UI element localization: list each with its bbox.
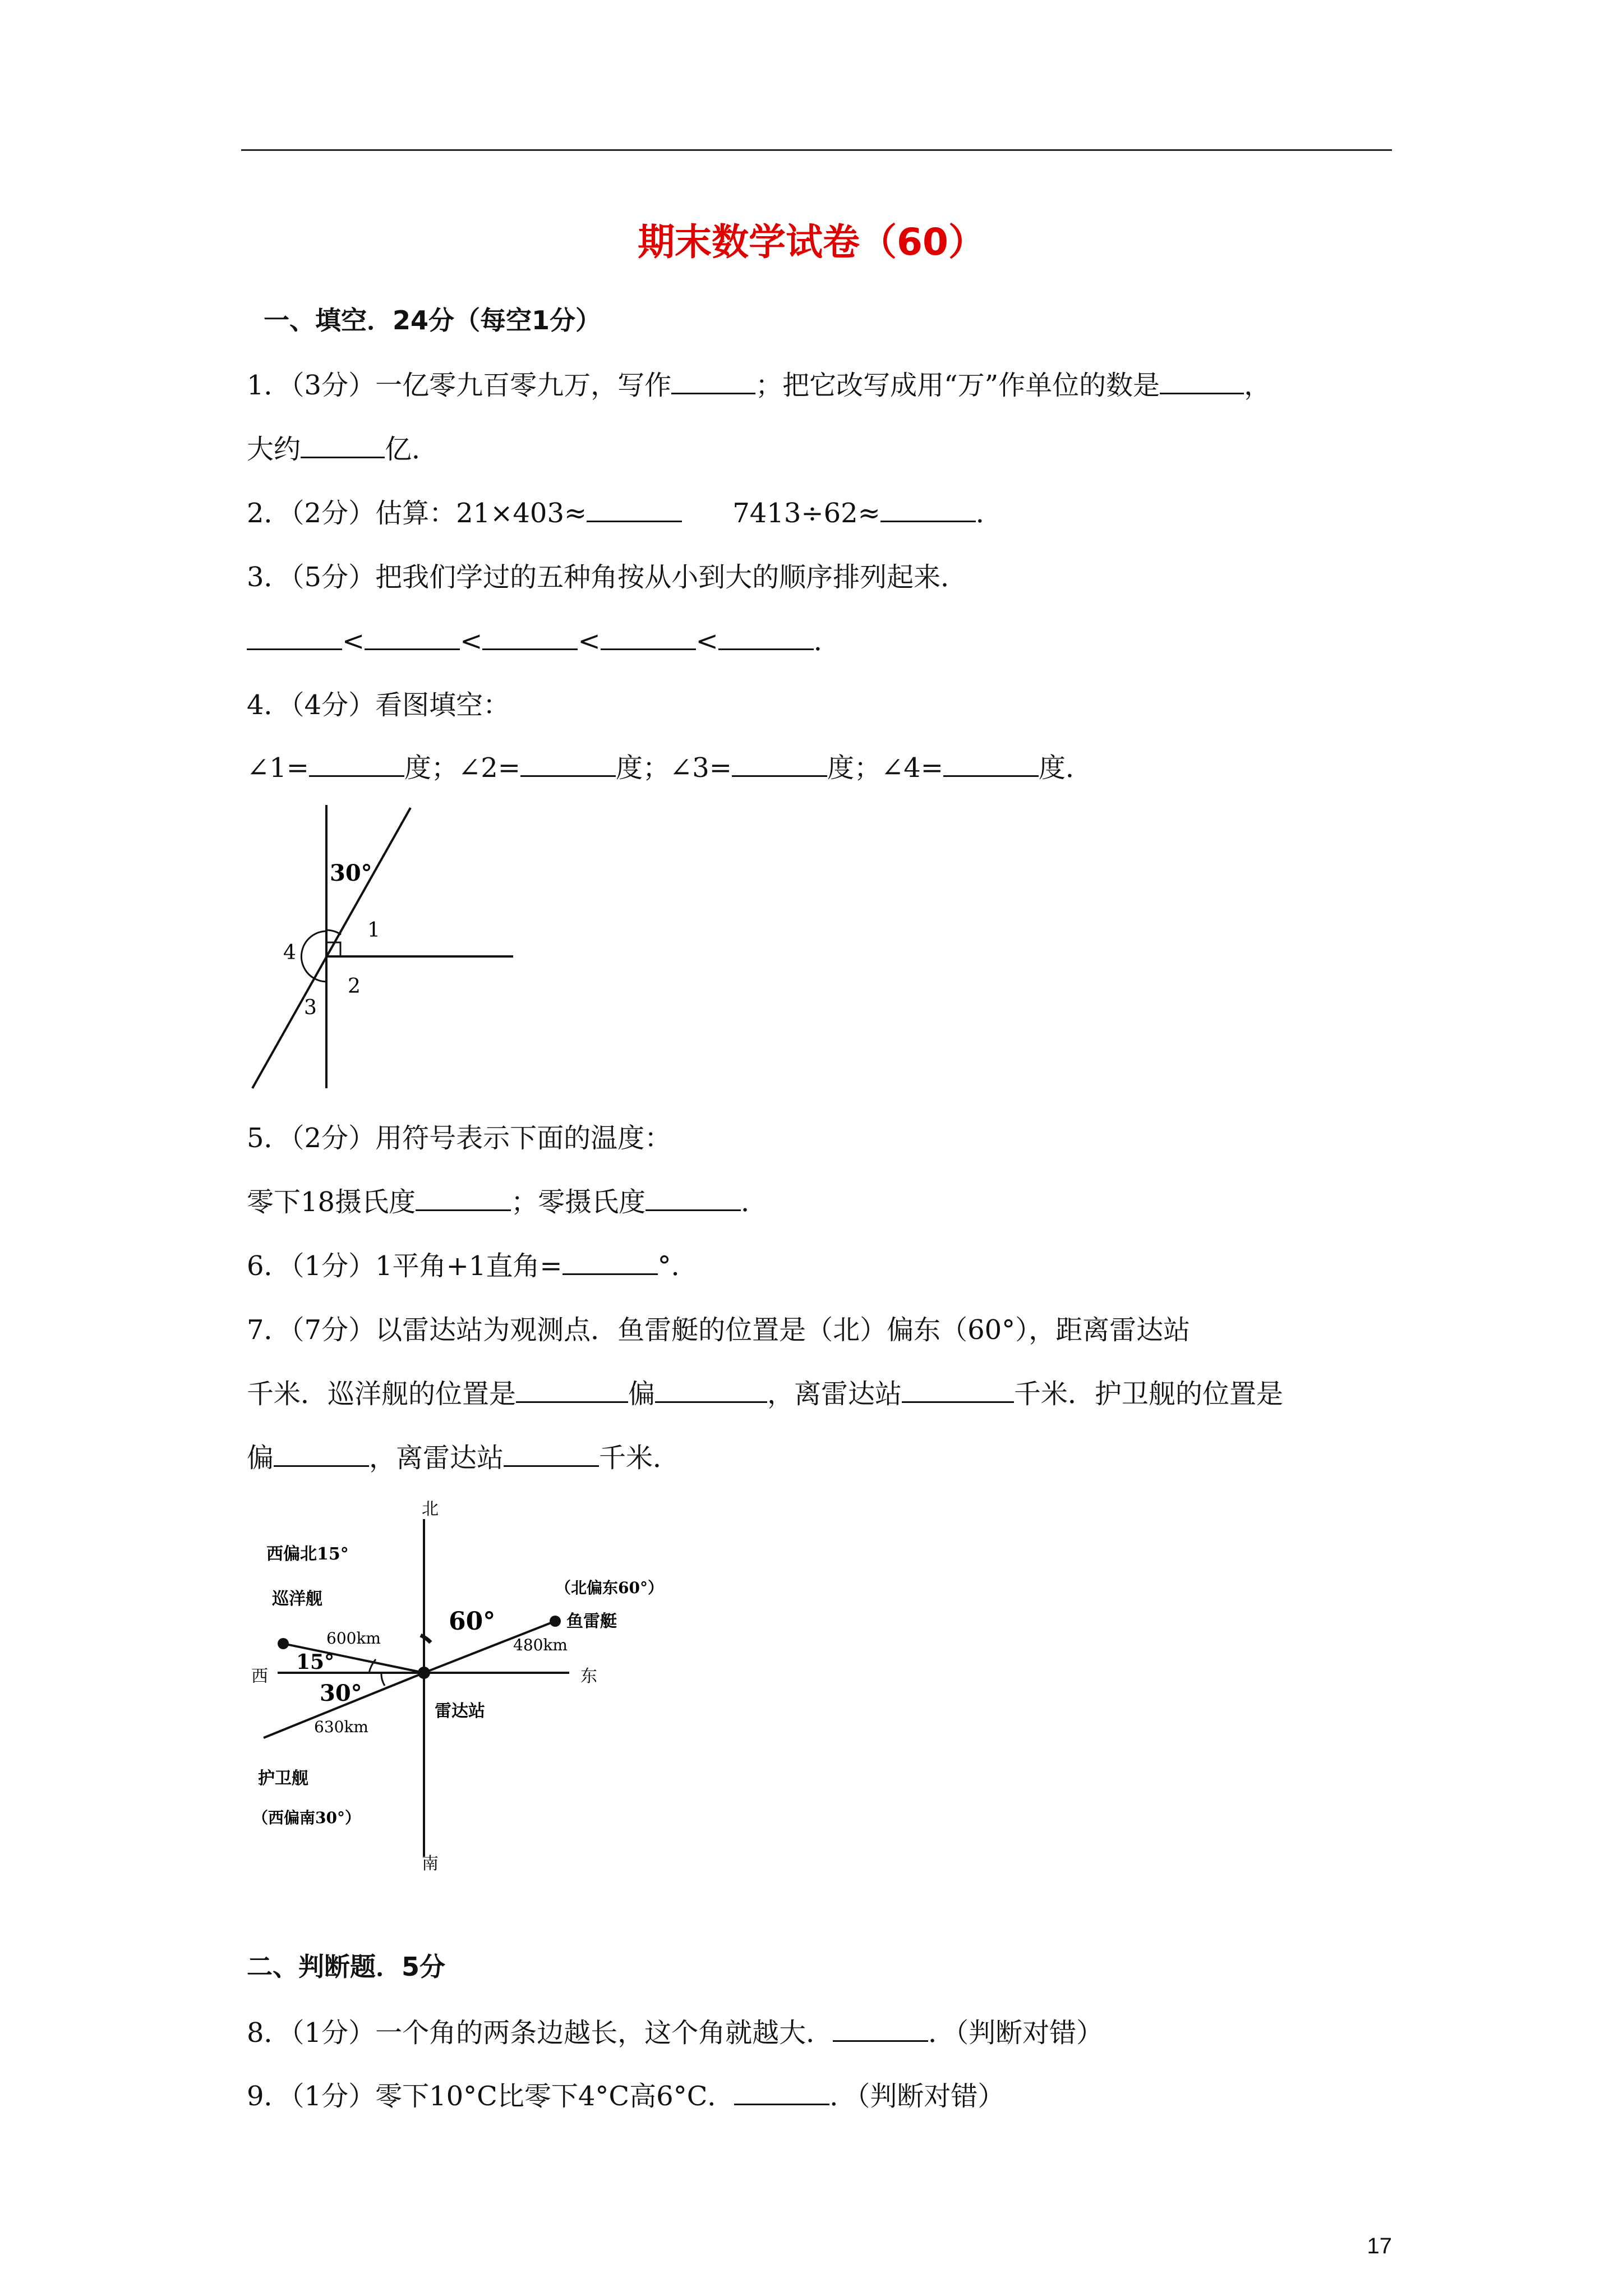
- q5-text-c: ；零摄氏度: [511, 1186, 646, 1218]
- question-9: [247, 2074, 1004, 2113]
- angle-1-label: ∠1=: [247, 752, 309, 784]
- angle-4-arc: [301, 931, 326, 978]
- question-5: 5．（2分）用符号表示下面的温度：: [247, 1122, 672, 1154]
- answer-blank[interactable]: [301, 432, 385, 458]
- q1-text-a: 1．（3分）一亿零九百零九万，写作: [247, 370, 672, 401]
- frigate-label: 护卫舰: [258, 1769, 308, 1788]
- angle-3-number: 3: [304, 996, 317, 1019]
- question-3-blanks: [247, 619, 841, 658]
- q7-text-d: ，离雷达站: [767, 1378, 902, 1410]
- q7-text-c: 偏: [628, 1378, 656, 1410]
- cruiser-distance-label: 600km: [326, 1629, 381, 1648]
- west-label: 西: [251, 1667, 268, 1686]
- header-rule: [241, 149, 1392, 151]
- deg-end: 度．: [1038, 752, 1092, 784]
- answer-blank[interactable]: [504, 1441, 599, 1467]
- angle-1-arc: [326, 930, 341, 935]
- angle-60-arrow: [421, 1635, 431, 1642]
- less-than: <: [578, 625, 601, 657]
- q1-text-c: ，: [1244, 370, 1271, 401]
- q7-text-h: 千米．: [599, 1442, 680, 1474]
- answer-blank[interactable]: [1160, 369, 1244, 394]
- q8-text-a: 8．（1分）一个角的两条边越长，这个角就越大．: [247, 2017, 833, 2049]
- angle-4-label: ∠4=: [881, 752, 943, 784]
- page-number: 17: [1367, 2234, 1392, 2258]
- torpedo-direction-label: （北偏东60°）: [555, 1579, 663, 1597]
- radar-station-dot: [418, 1667, 430, 1679]
- angle-2-label: ∠2=: [458, 752, 520, 784]
- torpedo-label: 鱼雷艇: [566, 1612, 617, 1631]
- less-than: <: [342, 625, 365, 657]
- answer-blank[interactable]: [718, 624, 814, 650]
- cruiser-label: 巡洋舰: [272, 1589, 322, 1609]
- deg-text: 度；: [615, 752, 670, 784]
- answer-blank[interactable]: [601, 624, 696, 650]
- q1-text-b: ；把它改写成用“万”作单位的数是: [755, 370, 1160, 401]
- answer-blank[interactable]: [247, 624, 342, 650]
- cruiser-dot: [278, 1638, 289, 1649]
- torpedo-boat-dot: [550, 1616, 561, 1627]
- answer-blank[interactable]: [943, 751, 1039, 777]
- q8-text-b: ．（判断对错）: [928, 2017, 1104, 2049]
- answer-blank[interactable]: [416, 1185, 511, 1211]
- north-label: 北: [422, 1499, 439, 1519]
- answer-blank[interactable]: [645, 1185, 741, 1211]
- section-2-heading: 二、判断题．5分: [247, 1952, 446, 1982]
- answer-blank[interactable]: [309, 751, 404, 777]
- question-4-blanks: [247, 746, 1092, 785]
- q5-text-d: ．: [741, 1186, 768, 1218]
- radar-figure: [241, 1492, 718, 1874]
- question-1-line-2: [247, 427, 439, 466]
- q9-text-b: ．（判断对错）: [829, 2081, 1005, 2112]
- frigate-direction-label: （西偏南30°）: [252, 1809, 361, 1827]
- question-7-line-3: [247, 1436, 680, 1475]
- answer-blank[interactable]: [365, 624, 460, 650]
- q7-text-e: 千米．护卫舰的位置是: [1014, 1378, 1284, 1410]
- q9-text-a: 9．（1分）零下10°C比零下4°C高6°C．: [247, 2081, 735, 2112]
- angle-3-label: ∠3=: [670, 752, 732, 784]
- question-5-blanks: [247, 1180, 768, 1219]
- question-3: 3．（5分）把我们学过的五种角按从小到大的顺序排列起来．: [247, 562, 968, 593]
- frigate-distance-label: 630km: [314, 1718, 368, 1736]
- answer-blank[interactable]: [671, 369, 755, 394]
- answer-blank[interactable]: [880, 496, 976, 522]
- angle-30-label: 30°: [330, 860, 372, 886]
- slanted-line: [252, 808, 411, 1088]
- answer-blank[interactable]: [655, 1377, 767, 1403]
- angle-2-number: 2: [348, 975, 361, 998]
- station-label: 雷达站: [435, 1701, 485, 1721]
- q1-text-e: 亿．: [385, 434, 439, 465]
- answer-blank[interactable]: [274, 1441, 369, 1467]
- question-1-line-1: [247, 364, 1391, 402]
- east-label: 东: [580, 1667, 597, 1686]
- south-label: 南: [422, 1854, 439, 1874]
- answer-blank[interactable]: [562, 1249, 658, 1275]
- question-2: [247, 491, 1003, 530]
- answer-blank[interactable]: [902, 1377, 1014, 1403]
- q2-text-c: ．: [975, 498, 1003, 529]
- angle-figure: [241, 802, 533, 1094]
- deg-text: 度；: [827, 752, 881, 784]
- less-than: <: [460, 625, 483, 657]
- q3-end: ．: [813, 625, 841, 657]
- answer-blank[interactable]: [732, 751, 827, 777]
- less-than: <: [695, 625, 718, 657]
- angle-60-label: 60°: [449, 1607, 496, 1636]
- question-7-line-2: [247, 1372, 1283, 1411]
- page-title: 期末数学试卷（60）: [638, 220, 985, 264]
- question-8: [247, 2011, 1103, 2050]
- q7-text-b: 千米．巡洋舰的位置是: [247, 1378, 517, 1410]
- question-7-line-1: 7．（7分）以雷达站为观测点．鱼雷艇的位置是（北）偏东（60°），距离雷达站: [247, 1314, 1191, 1346]
- angle-30-arc: [381, 1673, 385, 1686]
- answer-blank[interactable]: [516, 1377, 628, 1403]
- answer-blank[interactable]: [587, 496, 682, 522]
- section-1-heading: 一、填空．24分（每空1分）: [264, 305, 602, 335]
- question-4: 4．（4分）看图填空：: [247, 689, 510, 721]
- angle-30-label: 30°: [320, 1680, 362, 1706]
- q2-text-a: 2．（2分）估算：21×403≈: [247, 498, 587, 529]
- question-6: [247, 1244, 698, 1283]
- answer-blank[interactable]: [734, 2079, 829, 2105]
- answer-blank[interactable]: [833, 2016, 928, 2042]
- q6-text-a: 6．（1分）1平角+1直角=: [247, 1250, 562, 1282]
- answer-blank[interactable]: [482, 624, 578, 650]
- angle-3-arc: [314, 978, 326, 982]
- angle-15-label: 15°: [296, 1650, 335, 1674]
- deg-text: 度；: [404, 752, 458, 784]
- q2-text-b: 7413÷62≈: [732, 498, 880, 529]
- q7-text-f: 偏: [247, 1442, 274, 1474]
- torpedo-distance-label: 480km: [513, 1636, 568, 1654]
- q1-text-d: 大约: [247, 434, 301, 465]
- q6-text-b: °．: [657, 1250, 698, 1282]
- cruiser-direction-label: 西偏北15°: [266, 1544, 349, 1564]
- q5-text-b: 零下18摄氏度: [247, 1186, 416, 1218]
- angle-4-number: 4: [283, 941, 296, 964]
- answer-blank[interactable]: [520, 751, 616, 777]
- angle-1-number: 1: [367, 919, 380, 942]
- q7-text-g: ，离雷达站: [369, 1442, 504, 1474]
